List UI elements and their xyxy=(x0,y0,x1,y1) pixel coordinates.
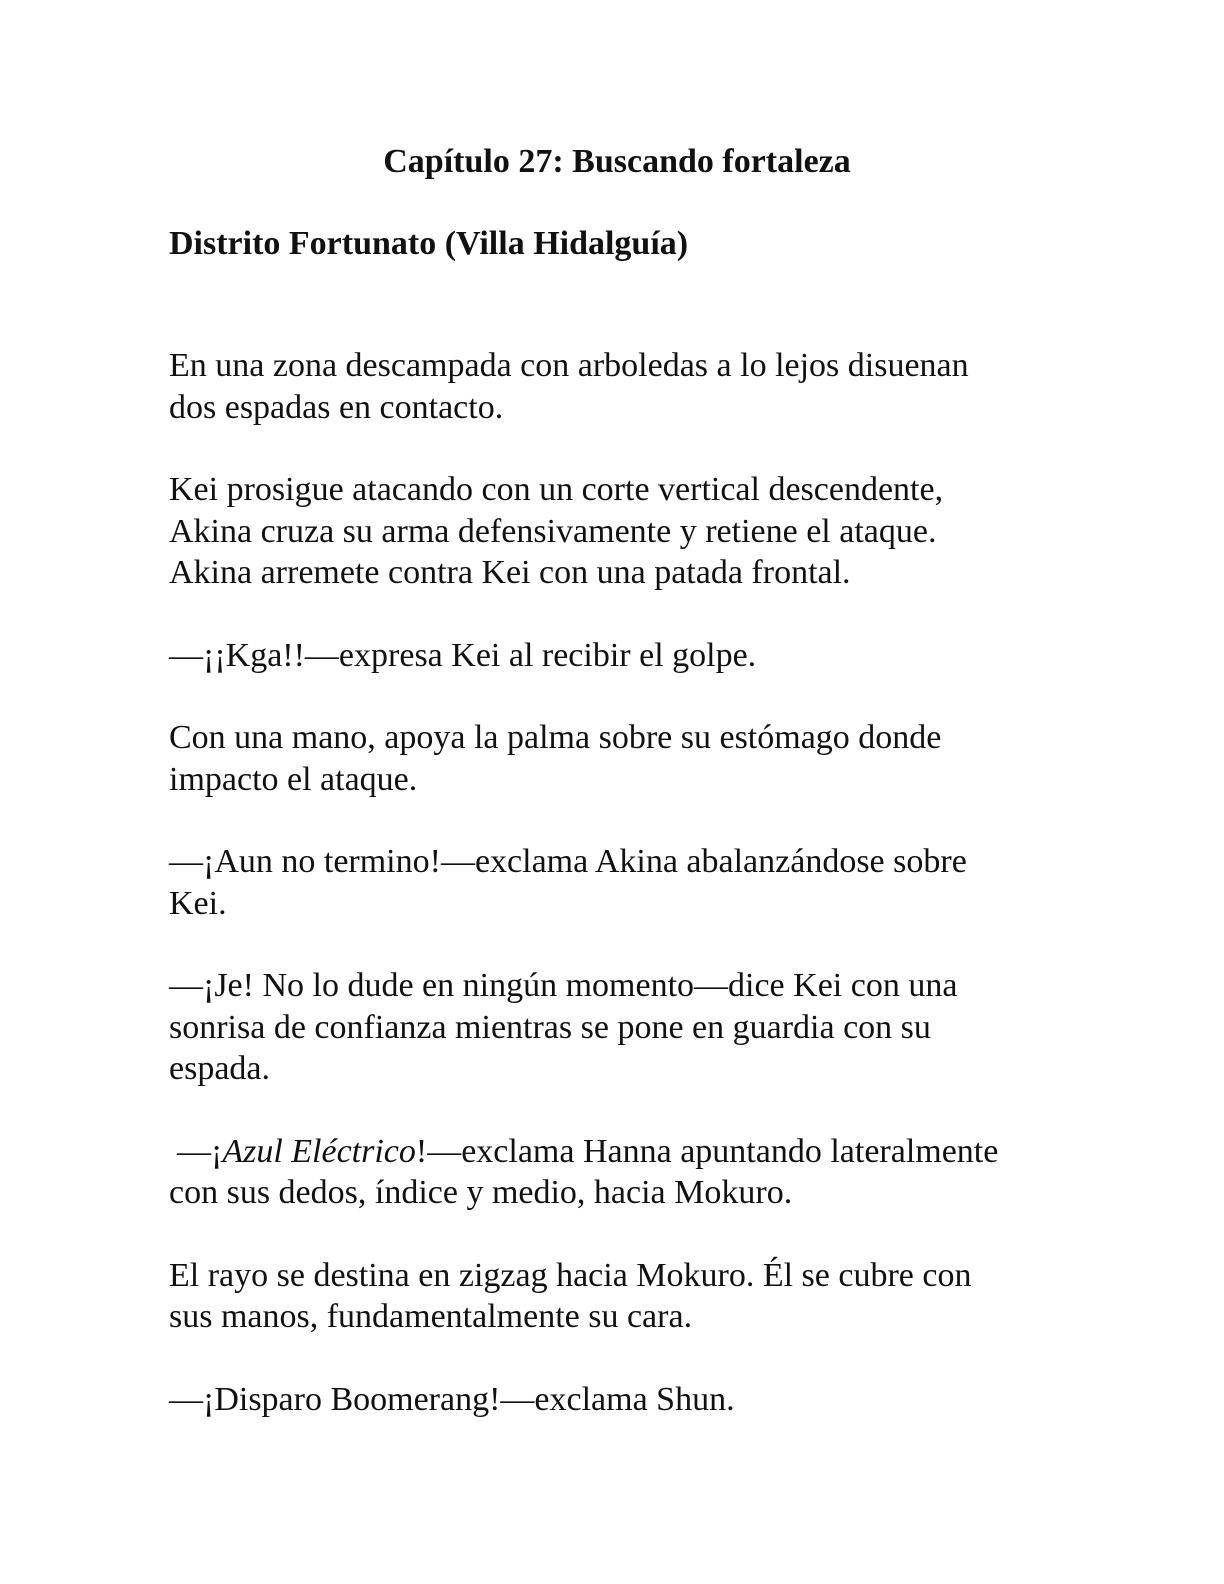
section-title: Distrito Fortunato (Villa Hidalguía) xyxy=(169,225,689,262)
text-line: El rayo se destina en zigzag hacia Mokuro. Él se cubre con xyxy=(169,1256,972,1294)
text-line: —¡Je! No lo dude en ningún momento—dice Kei con una xyxy=(169,967,958,1004)
text-line: Con una mano, apoya la palma sobre su estómago donde xyxy=(169,719,942,756)
text-line xyxy=(169,1131,1069,1173)
text-fragment: !—exclama Hanna apuntando lateralmente xyxy=(415,1132,999,1170)
text-line: Kei. xyxy=(169,884,227,922)
text-line: sonrisa de confianza mientras se pone en guardia con su xyxy=(169,1008,931,1046)
spell-name: Azul Eléctrico xyxy=(222,1132,416,1170)
paragraph-lightning xyxy=(169,1255,1069,1338)
text-line: impacto el ataque. xyxy=(169,760,418,798)
dialogue-hanna xyxy=(169,1131,1069,1214)
paragraph-palm xyxy=(169,717,1069,800)
dialogue-kei-hit xyxy=(169,635,1069,677)
chapter-title: Capítulo 27: Buscando fortaleza xyxy=(383,143,851,180)
text-line: En una zona descampada con arboledas a lo lejos disuenan xyxy=(169,347,969,384)
text-line: Kei prosigue atacando con un corte vertical descendente, xyxy=(169,471,944,508)
text-line: —¡Disparo Boomerang!—exclama Shun. xyxy=(169,1380,735,1418)
text-line: espada. xyxy=(169,1050,271,1087)
text-fragment: —¡ xyxy=(177,1132,223,1170)
text-line: —¡Aun no termino!—exclama Akina abalanzándose sobre xyxy=(169,843,967,880)
text-line: Akina arremete contra Kei con una patada frontal. xyxy=(169,554,851,591)
dialogue-akina xyxy=(169,841,1069,924)
text-line: —¡¡Kga!!—expresa Kei al recibir el golpe. xyxy=(169,636,757,674)
paragraph-attack xyxy=(169,469,1069,594)
text-line: dos espadas en contacto. xyxy=(169,388,504,426)
text-line: Akina cruza su arma defensivamente y retiene el ataque. xyxy=(169,512,937,550)
dialogue-kei-confidence xyxy=(169,965,1069,1090)
text-line: con sus dedos, índice y medio, hacia Mokuro. xyxy=(169,1174,793,1211)
paragraph-opening xyxy=(169,345,1069,428)
chapter-body xyxy=(169,345,1069,1461)
dialogue-shun xyxy=(169,1379,1069,1421)
text-line: sus manos, fundamentalmente su cara. xyxy=(169,1298,693,1335)
